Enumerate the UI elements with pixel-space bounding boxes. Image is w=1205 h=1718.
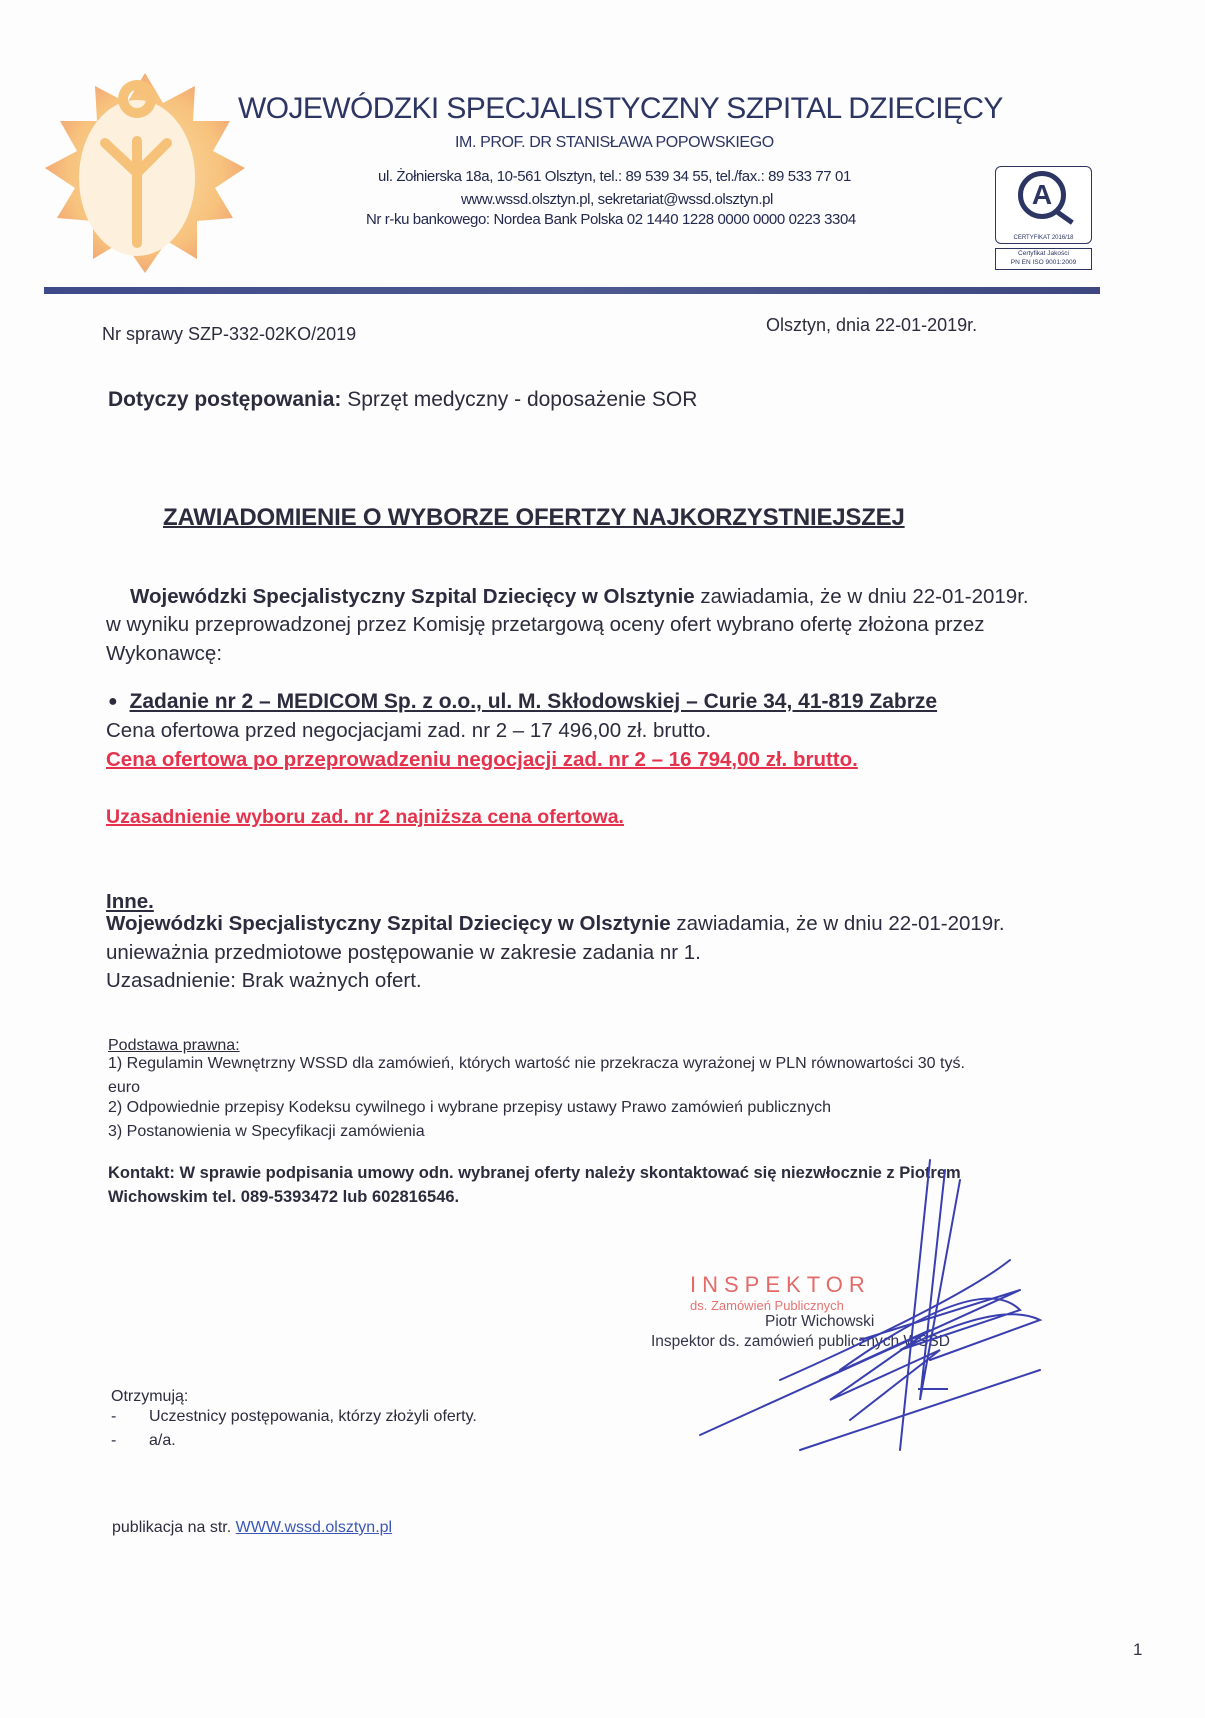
page-number: 1 <box>1133 1640 1143 1659</box>
recipient-item <box>111 1432 176 1450</box>
signature-stroke <box>918 1388 948 1390</box>
hospital-bank-account: Nr r-ku bankowego: Nordea Bank Polska 02 1440 1228 0000 0000 0223 3304 <box>366 211 856 228</box>
notice-line-3: Wykonawcę: <box>106 642 223 665</box>
quality-q-tail <box>1056 210 1074 224</box>
bullet-icon: ● <box>108 693 118 710</box>
notice-line-1-rest: zawiadamia, że w dniu 22-01-2019r. <box>694 585 1029 608</box>
sun-child-logo-icon <box>40 65 250 280</box>
signatory-role: Inspektor ds. zamówień publicznych WSSD <box>651 1333 950 1350</box>
notice-line-2: w wyniku przeprowadzonej przez Komisję przetargową oceny ofert wybrano ofertę złożona przez <box>106 613 985 636</box>
price-before-negotiation: Cena ofertowa przed negocjacjami zad. nr 2 – 17 496,00 zł. brutto. <box>106 719 712 742</box>
concerns-label: Dotyczy postępowania: <box>108 388 342 411</box>
legal-basis-item-1-cont: euro <box>108 1079 141 1096</box>
recipient-bullet: - <box>111 1432 117 1449</box>
stamp-title: INSPEKTOR <box>690 1272 871 1297</box>
award-task-text: Zadanie nr 2 – MEDICOM Sp. z o.o., ul. M. Skłodowskiej – Curie 34, 41-819 Zabrze <box>129 690 938 713</box>
publication-label: publikacja na str. <box>112 1519 236 1536</box>
iso-certificate-label <box>995 248 1092 270</box>
legal-basis-heading: Podstawa prawna: <box>108 1037 240 1054</box>
publication-line <box>112 1519 392 1537</box>
price-after-negotiation: Cena ofertowa po przeprowadzeniu negocjacji zad. nr 2 – 16 794,00 zł. brutto. <box>106 748 858 771</box>
quality-q-icon: A <box>1018 171 1066 219</box>
hospital-web-email: www.wssd.olsztyn.pl, sekretariat@wssd.olsztyn.pl <box>461 191 773 208</box>
other-issuer: Wojewódzki Specjalistyczny Szpital Dziecięcy w Olsztynie <box>106 912 671 935</box>
recipients-heading: Otrzymują: <box>111 1388 189 1405</box>
recipient-item <box>111 1408 477 1426</box>
header-divider <box>44 287 1100 294</box>
contact-line-1: Kontakt: W sprawie podpisania umowy odn. wybranej oferty należy skontaktować się niezwłocznie z Piotrem <box>108 1164 961 1182</box>
stamp-subtitle: ds. Zamówień Publicznych <box>690 1298 844 1313</box>
other-line-1-rest: zawiadamia, że w dniu 22-01-2019r. <box>670 912 1005 935</box>
recipient-text: Uczestnicy postępowania, którzy złożyli oferty. <box>149 1408 477 1425</box>
other-line-2: unieważnia przedmiotowe postępowanie w zakresie zadania nr 1. <box>106 941 701 964</box>
legal-basis-item-1: 1) Regulamin Wewnętrzny WSSD dla zamówień, których wartość nie przekracza wyrażonej w PLN równowartości 30 tyś. <box>108 1055 965 1072</box>
recipient-bullet: - <box>111 1408 117 1425</box>
signatory-name: Piotr Wichowski <box>765 1313 875 1330</box>
publication-link[interactable]: WWW.wssd.olsztyn.pl <box>235 1519 393 1536</box>
legal-basis-item-3: 3) Postanowienia w Specyfikacji zamówienia <box>108 1123 425 1140</box>
contact-line-2: Wichowskim tel. 089-5393472 lub 602816546. <box>108 1188 460 1206</box>
other-line-1 <box>106 912 1005 936</box>
concerns-value: Sprzęt medyczny - doposażenie SOR <box>347 388 698 411</box>
quality-certificate-badge <box>995 166 1092 244</box>
iso-label-line1: Certyfikat Jakości <box>1018 250 1069 257</box>
other-heading: Inne. <box>106 890 154 913</box>
notice-line-1 <box>130 585 1029 609</box>
hospital-patron: IM. PROF. DR STANISŁAWA POPOWSKIEGO <box>455 134 774 151</box>
concerns-line <box>108 388 697 412</box>
award-justification: Uzasadnienie wyboru zad. nr 2 najniższa cena ofertowa. <box>106 806 624 828</box>
hospital-address: ul. Żołnierska 18a, 10-561 Olsztyn, tel.: 89 539 34 55, tel./fax.: 89 533 77 01 <box>378 168 851 185</box>
notice-issuer: Wojewódzki Specjalistyczny Szpital Dziecięcy w Olsztynie <box>130 585 695 608</box>
legal-basis-item-2: 2) Odpowiednie przepisy Kodeksu cywilnego i wybrane przepisy ustawy Prawo zamówień publicznych <box>108 1099 832 1116</box>
other-line-3: Uzasadnienie: Brak ważnych ofert. <box>106 969 422 992</box>
hospital-name: WOJEWÓDZKI SPECJALISTYCZNY SZPITAL DZIECIĘCY <box>238 92 1003 125</box>
place-date: Olsztyn, dnia 22-01-2019r. <box>766 315 978 335</box>
recipient-text: a/a. <box>149 1432 176 1449</box>
case-number: Nr sprawy SZP-332-02KO/2019 <box>102 324 357 344</box>
certificate-caption: CERTYFIKAT 2016/18 <box>1013 235 1074 241</box>
document-title: ZAWIADOMIENIE O WYBORZE OFERTZY NAJKORZYSTNIEJSZEJ <box>163 504 905 531</box>
iso-label-line2: PN EN ISO 9001:2009 <box>1010 259 1077 266</box>
award-task <box>108 690 937 714</box>
handwritten-signature-icon <box>600 1150 1050 1460</box>
